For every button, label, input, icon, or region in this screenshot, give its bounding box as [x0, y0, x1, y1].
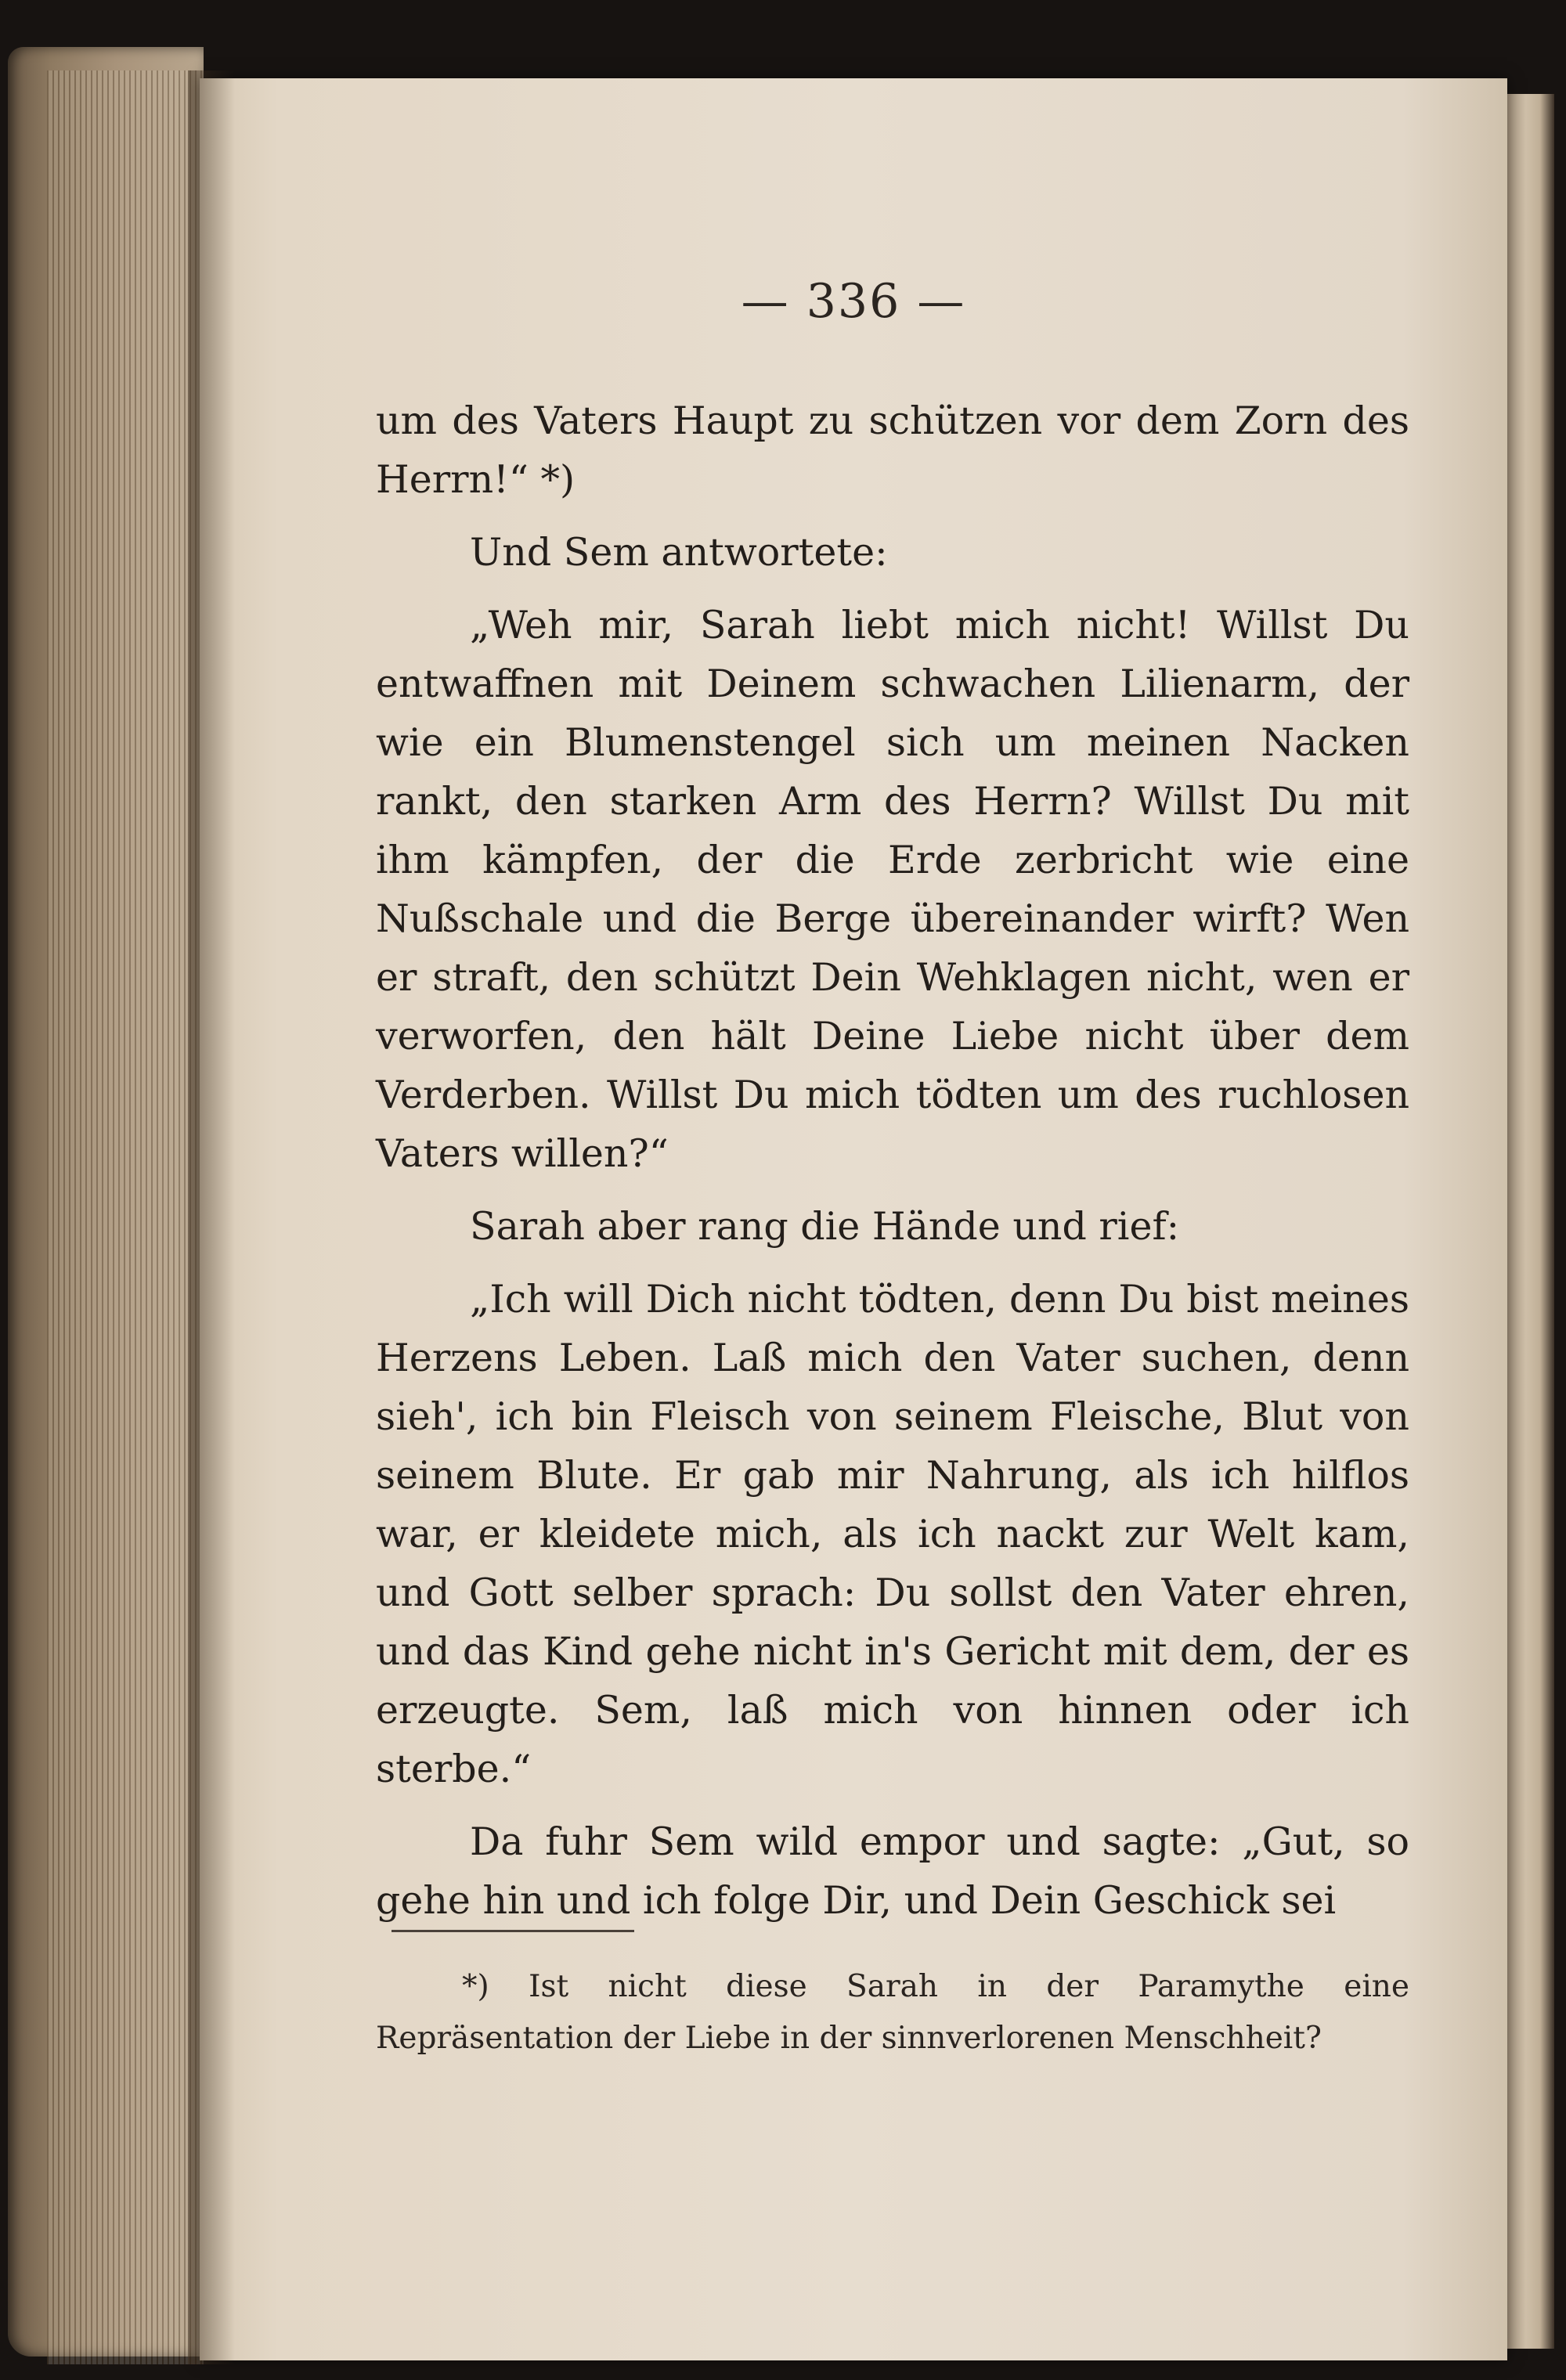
paragraph-2: Und Sem antwortete: — [470, 530, 888, 575]
page-number: — 336 — — [741, 274, 966, 329]
footnote-rule — [392, 1930, 634, 1932]
main-text — [376, 391, 1409, 1930]
paragraph-4: Sarah aber rang die Hände und rief: — [470, 1204, 1180, 1249]
left-page-edges — [47, 70, 204, 2364]
paragraph-3: „Weh mir, Sarah liebt mich nicht! Willst Du entwaffnen mit Deinem schwachen Lilienarm, der wie ein Blumenstengel sich um meinen Nacken rankt, den starken Arm des Herrn? Willst Du mit ihm kämpfen, der die Erde zerbricht wie eine Nußschale und die Berge übereinander wirft? Wen er straft, den schützt Dein Wehklagen nicht, wen er verworfen, den hält Deine Liebe nicht über dem Verderben. Willst Du mich tödten um des ruchlosen Vaters willen?“ — [376, 603, 1409, 1176]
paragraph-1: um des Vaters Haupt zu schützen vor dem Zorn des Herrn!“ *) — [376, 398, 1409, 502]
gutter-shadow — [188, 70, 235, 2364]
paragraph-6: Da fuhr Sem wild empor und sagte: „Gut, so gehe hin und ich folge Dir, und Dein Geschick sei — [376, 1819, 1409, 1923]
book-page — [200, 78, 1507, 2360]
paragraph-5: „Ich will Dich nicht tödten, denn Du bist meines Herzens Leben. Laß mich den Vater suchen, denn sieh', ich bin Fleisch von seinem Fleische, Blut von seinem Blute. Er gab mir Nahrung, als ich hilflos war, er kleidete mich, als ich nackt zur Welt kam, und Gott selber sprach: Du sollst den Vater ehren, und das Kind gehe nicht in's Gericht mit dem, der es erzeugte. Sem, laß mich von hinnen oder ich sterbe.“ — [376, 1277, 1409, 1791]
book — [0, 23, 1558, 2372]
right-page-edge — [1507, 94, 1554, 2349]
footnote: *) Ist nicht diese Sarah in der Paramythe eine Repräsentation der Liebe in der sinnverlorenen Menschheit? — [376, 1969, 1409, 2056]
